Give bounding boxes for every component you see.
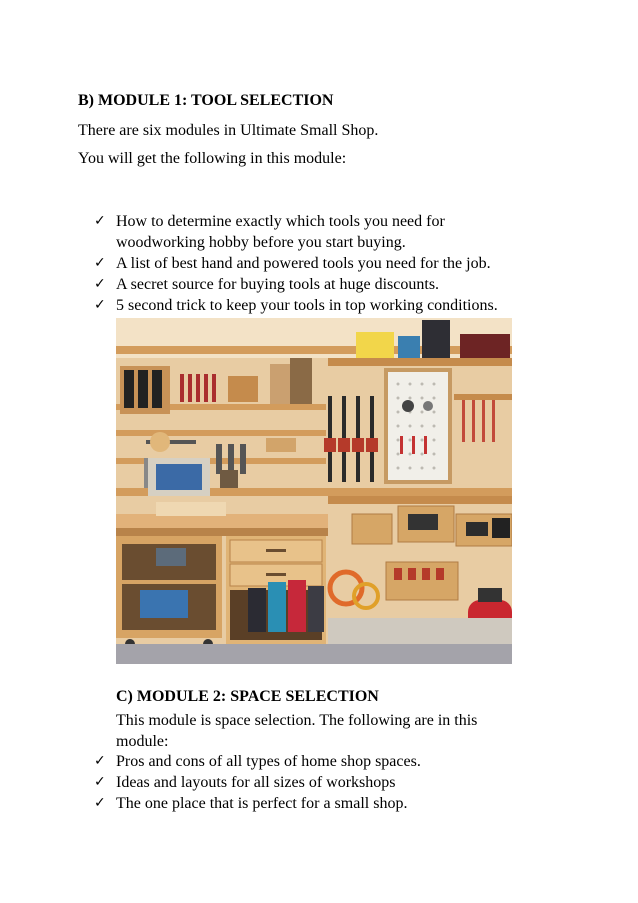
section-b-heading: B) MODULE 1: TOOL SELECTION	[78, 92, 334, 109]
section-c-intro-2: module:	[116, 733, 169, 750]
checkmark-icon: ✓	[94, 213, 106, 229]
section-b-intro-1: There are six modules in Ultimate Small Shop.	[78, 122, 379, 139]
workshop-photo	[116, 318, 512, 664]
list-item: ✓ A list of best hand and powered tools you need for the job.	[94, 255, 491, 272]
list-item: ✓ 5 second trick to keep your tools in top working conditions.	[94, 297, 498, 314]
checkmark-icon: ✓	[94, 255, 106, 271]
section-c-heading: C) MODULE 2: SPACE SELECTION	[116, 688, 379, 705]
section-b-intro-2: You will get the following in this module:	[78, 150, 347, 167]
checkmark-icon: ✓	[94, 276, 106, 292]
checkmark-icon: ✓	[94, 297, 106, 313]
section-b-checklist	[94, 211, 498, 316]
section-c-checklist	[94, 751, 421, 814]
list-item: ✓ How to determine exactly which tools you need for woodworking hobby before you start buying.	[94, 213, 445, 251]
checkmark-icon: ✓	[94, 774, 106, 790]
list-item: ✓ Pros and cons of all types of home shop spaces.	[94, 753, 421, 770]
checkmark-icon: ✓	[94, 795, 106, 811]
list-item: ✓ Ideas and layouts for all sizes of workshops	[94, 774, 396, 791]
list-item: ✓ A secret source for buying tools at huge discounts.	[94, 276, 440, 293]
section-c-intro-1: This module is space selection. The following are in this	[116, 712, 478, 729]
list-item: ✓ The one place that is perfect for a small shop.	[94, 795, 408, 812]
checkmark-icon: ✓	[94, 753, 106, 769]
